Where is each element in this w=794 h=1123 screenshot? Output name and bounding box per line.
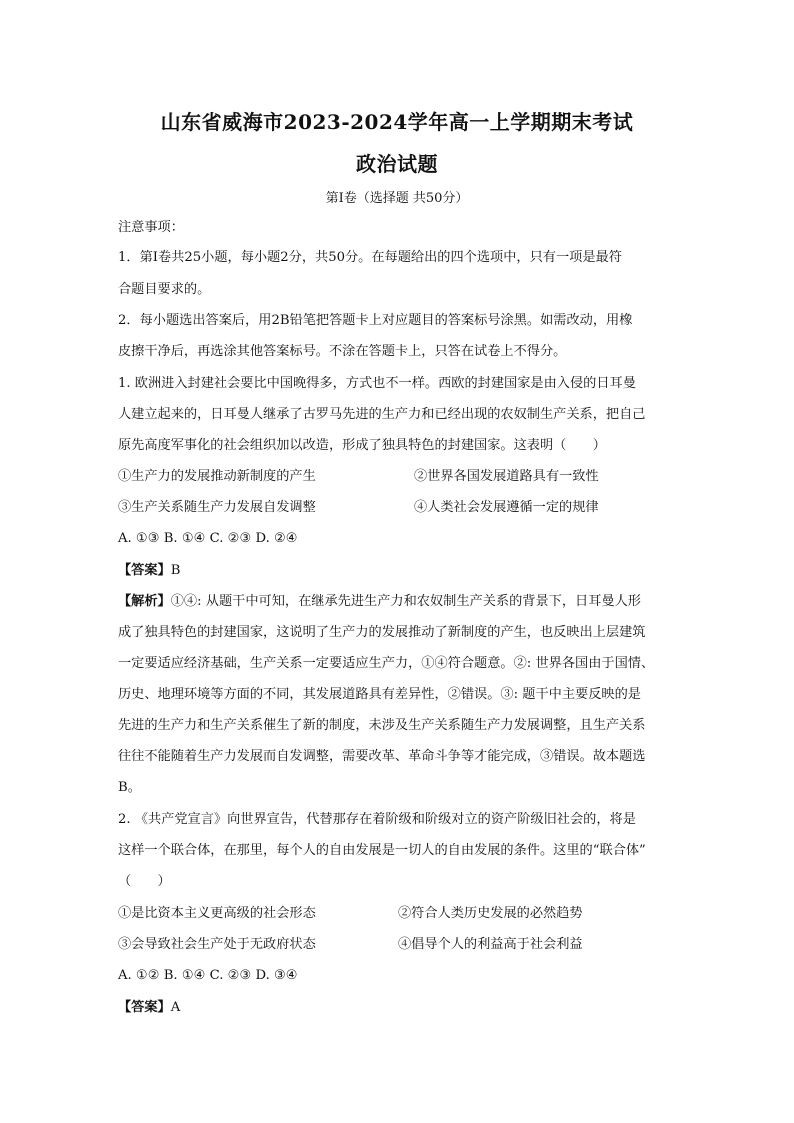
answer-label: 【答案】 [118,1000,171,1015]
q1-explain-line: 先进的生产力和生产关系催生了新的制度，未涉及生产关系随生产力发展调整，且生产关系 [118,718,646,733]
q1-option-1: ①生产力的发展推动新制度的产生 [118,469,316,484]
q2-option-2: ②符合人类历史发展的必然趋势 [398,906,583,921]
answer-value: B [170,563,181,578]
page-title: 山东省威海市2023-2024学年高一上学期期末考试 [160,110,634,134]
answer-value: A [170,1000,181,1015]
q2-option-4: ④倡导个人的利益高于社会利益 [398,937,583,952]
answer-label: 【答案】 [118,563,171,578]
section-heading: 第Ⅰ卷（选择题 共50分） [325,191,469,206]
note-line: 2．每小题选出答案后，用2B铅笔把答题卡上对应题目的答案标号涂黑。如需改动，用橡 [118,313,633,328]
note-line: 1．第Ⅰ卷共25小题，每小题2分，共50分。在每题给出的四个选项中，只有一项是最符 [118,250,622,265]
q1-choices: A. ①③ B. ①④ C. ②③ D. ②④ [118,531,298,546]
q1-answer [118,562,678,580]
q2-answer [118,999,678,1017]
q1-stem-line: 原先高度军事化的社会组织加以改造，形成了独具特色的封建国家。这表明（ ） [118,438,606,453]
q2-stem-line: 2. 《共产党宣言》向世界宣告，代替那存在着阶级和阶级对立的资产阶级旧社会的，将是 [118,812,636,827]
q2-stem-line: （ ） [118,874,171,889]
q1-explain-line: 成了独具特色的封建国家，这说明了生产力的发展推动了新制度的产生，也反映出上层建筑 [118,625,646,640]
explain-label: 【解析】 [118,594,171,609]
explain-text: ①④: 从题干中可知，在继承先进生产力和农奴制生产关系的背景下，日耳曼人形 [170,594,641,609]
q2-stem-line: 这样一个联合体，在那里，每个人的自由发展是一切人的自由发展的条件。这里的“联合体” [118,843,646,858]
q1-option-2: ②世界各国发展道路具有一致性 [414,469,599,484]
q1-explain-line: 历史、地理环境等方面的不同，其发展道路具有差异性，②错误。③: 题干中主要反映的是 [118,687,641,702]
note-line: 合题目要求的。 [118,282,211,297]
q2-choices: A. ①② B. ①④ C. ②③ D. ③④ [118,968,298,983]
subject-title: 政治试题 [356,152,438,176]
note-line: 皮擦干净后，再选涂其他答案标号。不涂在答题卡上，只答在试卷上不得分。 [118,344,567,359]
q2-option-3: ③会导致社会生产处于无政府状态 [118,937,316,952]
q1-explain-line: 一定要适应经济基础，生产关系一定要适应生产力，①④符合题意。②: 世界各国由于国情、 [118,656,655,671]
q1-explain-line: 往往不能随着生产力发展而自发调整，需要改革、革命斗争等才能完成，③错误。故本题选 [118,749,646,764]
q1-option-3: ③生产关系随生产力发展自发调整 [118,500,316,515]
q1-stem-line: 1. 欧洲进入封建社会要比中国晚得多，方式也不一样。西欧的封建国家是由入侵的日耳曼 [118,376,636,391]
q1-stem-line: 人建立起来的，日耳曼人继承了古罗马先进的生产力和已经出现的农奴制生产关系，把自己 [118,407,646,422]
notes-heading: 注意事项： [118,220,184,235]
q1-explain-line: B。 [118,780,141,795]
q2-option-1: ①是比资本主义更高级的社会形态 [118,906,316,921]
q1-explain-line [118,593,678,611]
q1-option-4: ④人类社会发展遵循一定的规律 [414,500,599,515]
